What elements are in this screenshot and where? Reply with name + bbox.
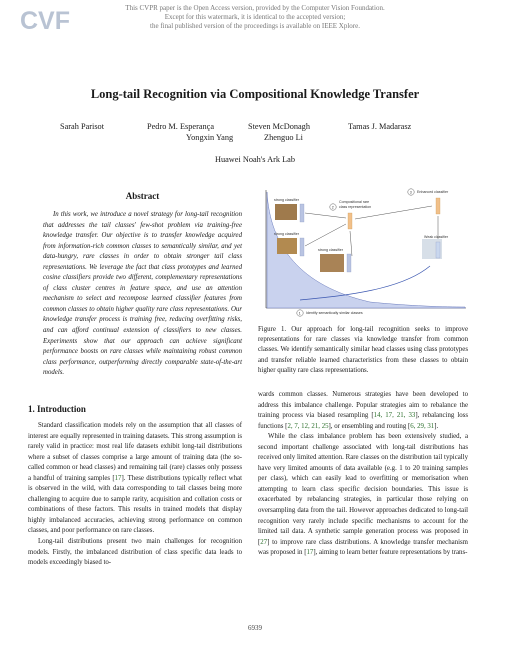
- strong-classifier-3: [347, 254, 351, 272]
- intro-right-column: [258, 390, 468, 559]
- label-strong-classifier-3: strong classifier: [318, 248, 343, 252]
- author-5: Yongxin Yang: [186, 133, 234, 142]
- intro-paragraph-1: Standard classification models rely on the assumption that all classes of interest are equally represented in training datasets. This strong assumption is rarely valid in practice: most real life datasets exhibit long-tail distributions where a subset of classes comprise a large amount of training data (the so-called common or head classes) and remaining tail (rare) classes only possess a handful of training samples [17]. These distributions typically reflect what is observed in the wild, with data corresponding to tail classes being more challenging to acquire due to sample rarity, acquisition and collation costs or combinations of these factors. This results in trained models that display highly imbalanced accuracies, achieving strong performance on common classes, and poor performance on rare classes.: [28, 422, 242, 535]
- compositional-vector: [348, 213, 352, 229]
- citation[interactable]: 17: [114, 474, 122, 482]
- label-enhanced: Enhanced classifier: [417, 190, 449, 194]
- author-2: Pedro M. Esperança: [147, 122, 215, 131]
- label-weak: Weak classifier: [424, 235, 449, 239]
- author-3: Steven McDonagh: [248, 122, 310, 131]
- enhanced-classifier: [436, 198, 440, 214]
- paper-title: Long-tail Recognition via Compositional Knowledge Transfer: [90, 87, 420, 101]
- author-1: Sarah Parisot: [60, 122, 105, 131]
- step-1: 1: [298, 311, 301, 316]
- step-3: 3: [409, 190, 412, 195]
- figure-1: [260, 186, 468, 318]
- lion-image-3: [320, 254, 344, 272]
- label-compositional-2: class representation: [339, 205, 372, 209]
- page-number: 6939: [248, 624, 262, 632]
- citation[interactable]: 14, 17, 21, 33: [373, 412, 416, 420]
- strong-classifier-2: [300, 238, 304, 256]
- lion-image-2: [277, 238, 297, 254]
- intro-paragraph-4: While the class imbalance problem has been extensively studied, a second important challenge associated with long-tail distributions has received only limited attention. Rare classes on the distribution tail typically have very limited amounts of data available (e.g. 1 to 20 training samples per class), which can easily lead to overfitting or memorisation when attempting to learn class specific decision boundaries. This issue is exacerbated by rebalancing strategies, in particular those relying on oversampling data from the tail. However approaches dedicated to long-tail recognition very rarely include specific mechanisms to account for the limited tail data. A synthetic sample generation process was proposed in [27] to improve rare class distributions. A knowledge transfer mechanism was proposed in [17], aiming to learn better feature representations by trans-: [258, 433, 468, 557]
- author-6: Zhenguo Li: [264, 133, 303, 142]
- watermark: [0, 4, 510, 31]
- strong-classifier-1: [300, 204, 304, 222]
- step-2: 2: [331, 205, 334, 210]
- author-4: Tamas J. Madarasz: [348, 122, 412, 131]
- label-compositional: Compositional rare: [339, 200, 370, 204]
- citation[interactable]: 27: [260, 538, 268, 546]
- lion-image-1: [275, 204, 297, 220]
- intro-paragraph-2: Long-tail distributions present two main challenges for recognition models. Firstly, the imbalanced distribution of class specific data leads to models exceedingly biased to-: [28, 538, 242, 567]
- abstract-paragraph: In this work, we introduce a novel strategy for long-tail recognition that addresses the tail classes' few-shot problem via training-free knowledge transfer. Our objective is to transfer knowledge acquired from information-rich common classes to semantically similar, and yet data-hungry, rare classes in order to obtain stronger tail class representations. We leverage the fact that class prototypes and learned cosine classifiers provide two different, complementary representations of class cluster centres in feature space, and use an attention mechanism to select and recompose learned classifier features from common classes to obtain higher quality rare class representations. Our knowledge transfer process is training free, reducing overfitting risks, and can afford continual extension of classifiers to new classes. Experiments show that our approach can achieve significant performance boosts on rare classes while maintaining robust common class performance, outperforming directly comparable state-of-the-art models.: [43, 211, 242, 377]
- svg-text:CVF: CVF: [20, 7, 70, 34]
- watermark-line-3: the final published version of the proceedings is available on IEEE Xplore.: [150, 22, 360, 30]
- weak-classifier: [436, 242, 440, 258]
- watermark-line-2: Except for this watermark, it is identical to the accepted version;: [164, 13, 346, 21]
- label-strong-classifier-2: strong classifier: [274, 232, 299, 236]
- citation[interactable]: 6, 29, 31: [410, 422, 435, 430]
- citation[interactable]: 2, 7, 12, 21, 25: [287, 422, 329, 430]
- label-identify: Identify semantically similar classes: [306, 311, 363, 315]
- intro-paragraph-3: wards common classes. Numerous strategies have been developed to address this imbalance challenge. Popular strategies aim to rebalance the training process via biased resampling [14, 17, 21, 33], rebalancing loss functions [2, 7, 12, 21, 25], or ensembling and routing [6, 29, 31].: [258, 391, 469, 430]
- intro-left-column: [28, 421, 242, 569]
- citation[interactable]: 17: [306, 549, 314, 557]
- figure-caption: Figure 1. Our approach for long-tail recognition seeks to improve representations for rare classes via knowledge transfer from common classes. We identify semantically similar head classes using class prototypes and transfer reliable learned characteristics from these classes to obtain higher quality rare class representations.: [258, 326, 468, 374]
- label-strong-classifier-1: strong classifier: [274, 198, 299, 202]
- affiliation: Huawei Noah's Ark Lab: [214, 155, 296, 164]
- abstract-heading: Abstract: [125, 191, 160, 201]
- watermark-line-1: This CVPR paper is the Open Access version, provided by the Computer Vision Foundation.: [125, 4, 385, 12]
- abstract-text: [43, 210, 242, 379]
- intro-heading: 1. Introduction: [28, 404, 86, 414]
